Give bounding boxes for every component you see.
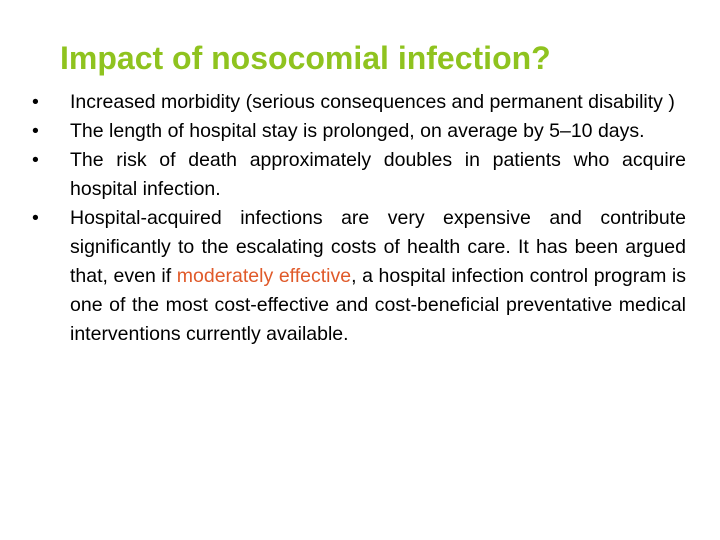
bullet-text-after: , a hospital infection control program is one of the most cost-effective and cost-beneficial preventative medical interventions currently available. <box>70 265 686 345</box>
bullet-text: Increased morbidity (serious consequences and permanent disability ) <box>70 91 675 113</box>
bullet-item-morbidity <box>32 88 686 117</box>
bullet-icon: • <box>32 149 39 171</box>
bullet-list <box>32 88 686 349</box>
bullet-item-costs <box>32 204 686 349</box>
bullet-text: The length of hospital stay is prolonged, on average by 5–10 days. <box>70 120 645 142</box>
slide-title: Impact of nosocomial infection? <box>60 40 551 76</box>
bullet-item-risk-of-death <box>32 146 686 204</box>
bullet-item-hospital-stay <box>32 117 686 146</box>
bullet-icon: • <box>32 120 39 142</box>
bullet-icon: • <box>32 91 39 113</box>
highlight-text: moderately effective <box>176 265 352 287</box>
bullet-text-before: Hospital-acquired infections are very expensive and contribute significantly to the escalating costs of health care. It has been argued that, even if <box>70 207 686 287</box>
bullet-text: The risk of death approximately doubles in patients who acquire hospital infection. <box>70 149 686 200</box>
bullet-icon: • <box>32 207 39 229</box>
